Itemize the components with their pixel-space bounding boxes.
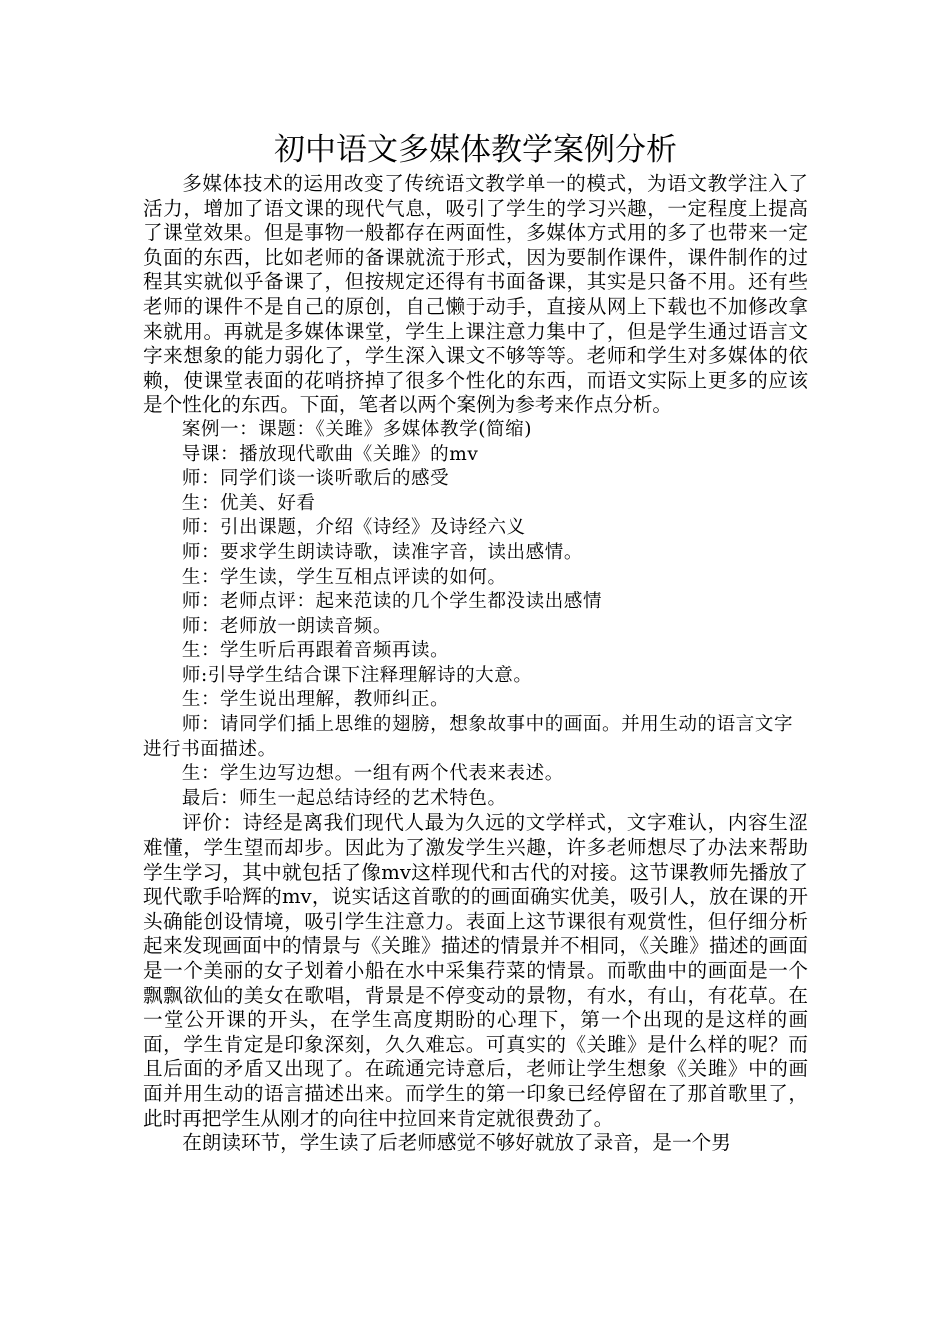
evaluation-paragraph: 评价：诗经是离我们现代人最为久远的文学样式，文字难认，内容生涩难懂，学生望而却步。因此为了激发学生兴趣，许多老师想尽了办法来帮助学生学习，其中就包括了像mv这样现代和古代的对接。这节课教师先播放了现代歌手哈辉的mv，说实话这首歌的的画面确实优美，吸引人，放在课的开头确能创设情境，吸引学生注意力。表面上这节课很有观赏性，但仔细分析起来发现画面中的情景与《关雎》描述的情景并不相同，《关雎》描述的画面是一个美丽的女子划着小船在水中采集荇菜的情景。而歌曲中的画面是一个飘飘欲仙的美女在歌唱，背景是不停变动的景物，有水，有山，有花草。在一堂公开课的开头，在学生高度期盼的心理下，第一个出现的是这样的画面，学生肯定是印象深刻，久久难忘。可真实的《关雎》是什么样的呢？而且后面的矛盾又出现了。在疏通完诗意后，老师让学生想象《关雎》中的画面并用生动的语言描述出来。而学生的第一印象已经停留在了那首歌里了，此时再把学生从刚才的向往中拉回来肯定就很费劲了。 bbox=[143, 811, 808, 1130]
case-line: 导课：播放现代歌曲《关雎》的mv bbox=[181, 443, 479, 465]
case-line: 师：要求学生朗读诗歌，读准字音，读出感情。 bbox=[181, 541, 583, 563]
case-line: 生：学生读，学生互相点评读的如何。 bbox=[181, 566, 507, 588]
case-line: 案例一：课题：《关雎》多媒体教学(简缩) bbox=[181, 418, 533, 440]
case-line: 师：老师点评：起来范读的几个学生都没读出感情 bbox=[181, 591, 603, 613]
document-page bbox=[143, 128, 808, 1156]
case-line: 生：学生边写边想。一组有两个代表来表述。 bbox=[181, 763, 564, 785]
intro-paragraph: 多媒体技术的运用改变了传统语文教学单一的模式，为语文教学注入了活力，增加了语文课的现代气息，吸引了学生的学习兴趣，一定程度上提高了课堂效果。但是事物一般都存在两面性，多媒体方式用的多了也带来一定负面的东西，比如老师的备课就流于形式，因为要制作课件，课件制作的过程其实就似乎备课了，但按规定还得有书面备课，其实是只备不用。还有些老师的课件不是自己的原创，自己懒于动手，直接从网上下载也不加修改拿来就用。再就是多媒体课堂，学生上课注意力集中了，但是学生通过语言文字来想象的能力弱化了，学生深入课文不够等等。老师和学生对多媒体的依赖，使课堂表面的花哨挤掉了很多个性化的东西，而语文实际上更多的应该是个性化的东西。下面，笔者以两个案例为参考来作点分析。 bbox=[143, 172, 808, 417]
case-line: 最后：师生一起总结诗经的艺术特色。 bbox=[181, 787, 507, 809]
case-line: 师：请同学们插上思维的翅膀，想象故事中的画面。并用生动的语言文字进行书面描述。 bbox=[143, 714, 794, 760]
case-line: 师:引导学生结合课下注释理解诗的大意。 bbox=[181, 664, 533, 686]
case-line: 生：学生听后再跟着音频再读。 bbox=[181, 640, 450, 662]
document-title: 初中语文多媒体教学案例分析 bbox=[274, 132, 677, 168]
reading-section-paragraph: 在朗读环节，学生读了后老师感觉不够好就放了录音，是一个男 bbox=[182, 1131, 731, 1155]
case-line: 生：学生说出理解，教师纠正。 bbox=[181, 689, 450, 711]
case-line: 师：同学们谈一谈听歌后的感受 bbox=[181, 468, 450, 490]
case-line: 生：优美、好看 bbox=[181, 492, 316, 514]
case-line: 师：引出课题，介绍《诗经》及诗经六义 bbox=[181, 517, 526, 539]
case-line: 师：老师放一朗读音频。 bbox=[181, 615, 392, 637]
case-one-lines bbox=[143, 418, 808, 812]
